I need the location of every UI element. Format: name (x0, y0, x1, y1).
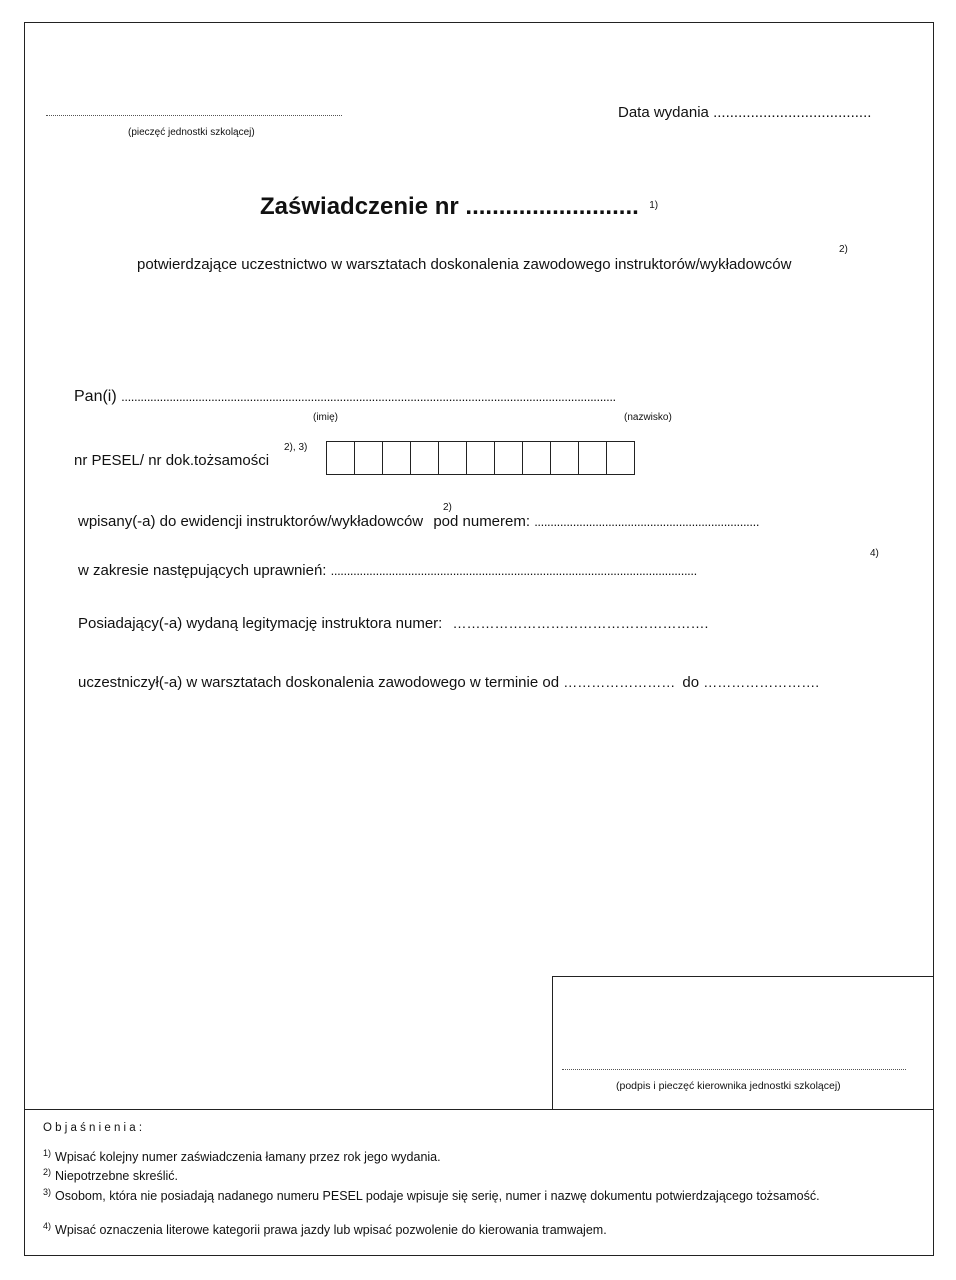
stamp-label: (pieczęć jednostki szkolącej) (128, 127, 255, 138)
footnote-text: Niepotrzebne skreślić. (55, 1169, 178, 1184)
pesel-digit-box[interactable] (467, 442, 495, 474)
footnote-ref: 4) (43, 1221, 52, 1231)
scope-label: w zakresie następujących uprawnień: (78, 562, 327, 579)
issue-date-label: Data wydania (618, 104, 709, 121)
footnotes-heading: O b j a ś n i e n i a : (43, 1122, 143, 1134)
license-dots: ………………………………………………. (452, 615, 709, 631)
pesel-digit-box[interactable] (327, 442, 355, 474)
license-line (78, 615, 708, 632)
stamp-line (46, 115, 342, 116)
pesel-digit-box[interactable] (607, 442, 635, 474)
title-text: Zaświadczenie nr .......................... (260, 193, 639, 220)
footnote-text: Wpisać oznaczenia literowe kategorii prawa jazdy lub wpisać pozwolenie do kierowania tramwajem. (55, 1223, 607, 1238)
pan-dots: .......................................................................................................................................................... (121, 389, 616, 404)
signature-line (562, 1069, 906, 1070)
subtitle (137, 256, 792, 273)
subtitle-footnote-ref: 2) (839, 244, 848, 255)
participated-label: uczestniczył(-a) w warsztatach doskonalenia zawodowego w terminie od (78, 674, 560, 691)
footnote-item (43, 1148, 441, 1164)
name-line (74, 388, 616, 406)
pan-label: Pan(i) (74, 388, 117, 405)
pesel-label (74, 452, 269, 469)
footnote-item (43, 1167, 178, 1183)
pesel-boxes[interactable] (326, 441, 635, 475)
pesel-digit-box[interactable] (439, 442, 467, 474)
pesel-digit-box[interactable] (551, 442, 579, 474)
footnote-ref: 2) (43, 1167, 52, 1177)
pesel-digit-box[interactable] (355, 442, 383, 474)
date-to-dots: ……………………. (703, 674, 820, 690)
pesel-digit-box[interactable] (411, 442, 439, 474)
pesel-footnote-ref: 2), 3) (284, 442, 308, 453)
subtitle-text: potwierdzające uczestnictwo w warsztatach doskonalenia zawodowego instruktorów/wykładowców (137, 256, 792, 273)
title-footnote-ref: 1) (649, 199, 659, 211)
registered-dots: ...................................................................... (534, 514, 760, 529)
signature-label: (podpis i pieczęć kierownika jednostki szkolącej) (616, 1080, 841, 1092)
issue-date-value: ...................................... (713, 104, 872, 121)
license-label: Posiadający(-a) wydaną legitymację instruktora numer: (78, 615, 443, 632)
footnote-ref: 3) (43, 1187, 52, 1197)
registered-line (78, 513, 759, 530)
scope-line (78, 562, 697, 579)
registered-footnote-ref: 2) (443, 502, 452, 513)
pesel-digit-box[interactable] (495, 442, 523, 474)
page-title (260, 193, 658, 221)
last-name-label: (nazwisko) (624, 412, 672, 423)
footnote-text: Wpisać kolejny numer zaświadczenia łamany przez rok jego wydania. (55, 1150, 441, 1165)
footnote-item (43, 1221, 607, 1237)
first-name-label: (imię) (313, 412, 338, 423)
date-from-dots: …………………… (563, 674, 676, 690)
footnote-text: Osobom, która nie posiadają nadanego numeru PESEL podaje wpisuje się serię, numer i nazwę dokumentu potwierdzającego tożsamość. (55, 1189, 820, 1204)
pesel-label-text: nr PESEL/ nr dok.tożsamości (74, 452, 270, 469)
issue-date (618, 104, 871, 121)
footnote-item (43, 1187, 820, 1203)
scope-dots: .................................................................................................................. (330, 563, 697, 578)
pesel-digit-box[interactable] (383, 442, 411, 474)
to-label: do (682, 674, 700, 691)
registered-label: wpisany(-a) do ewidencji instruktorów/wykładowców (78, 513, 424, 530)
scope-footnote-ref: 4) (870, 548, 879, 559)
participation-line (78, 674, 819, 691)
footnote-ref: 1) (43, 1148, 52, 1158)
pesel-digit-box[interactable] (523, 442, 551, 474)
pesel-digit-box[interactable] (579, 442, 607, 474)
footnote-divider (24, 1109, 934, 1110)
registered-suffix: pod numerem: (433, 513, 531, 530)
